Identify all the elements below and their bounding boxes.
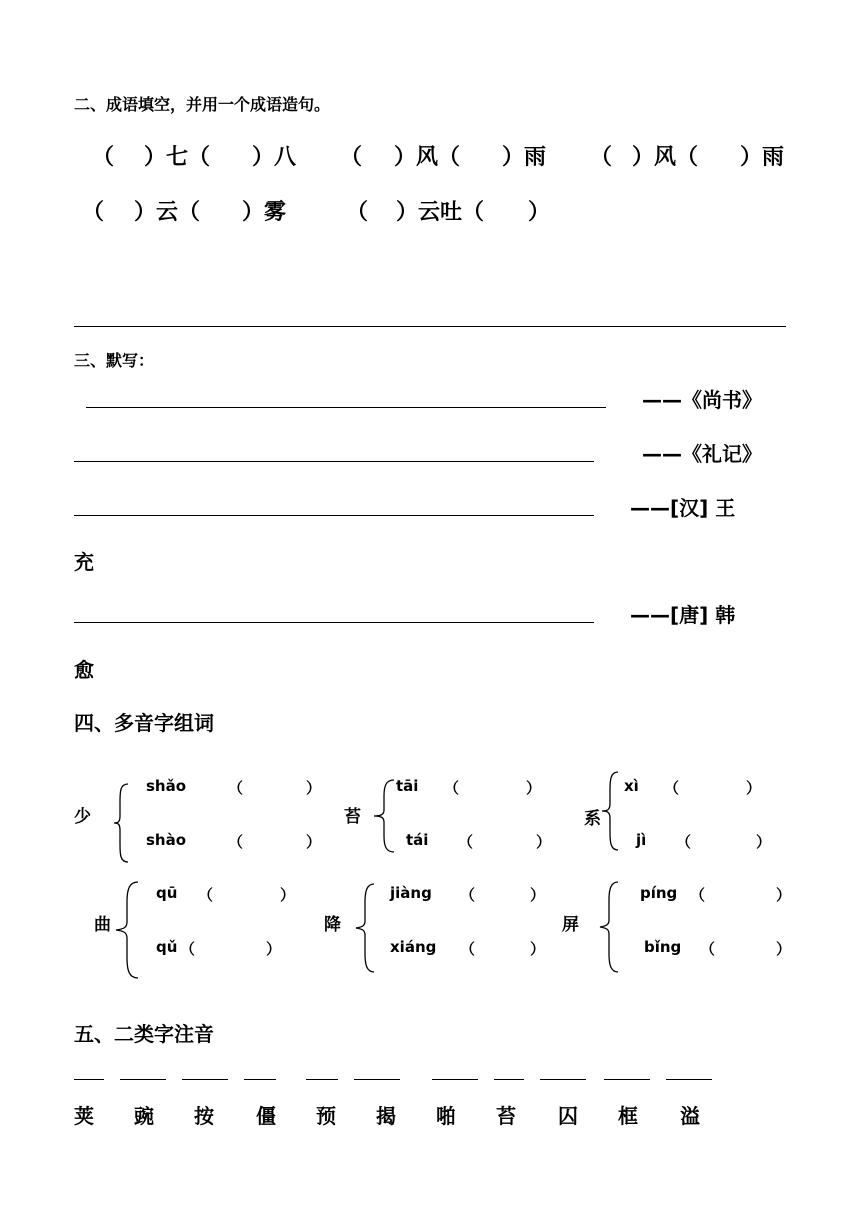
paren-close: ） <box>280 886 296 904</box>
idiom-blank: ）雨 <box>502 145 547 170</box>
paren-open: （ <box>460 940 476 958</box>
pinyin-blank[interactable] <box>604 1079 650 1080</box>
char-item: 豌 <box>134 1104 154 1128</box>
paren-open: （ <box>228 779 244 797</box>
pinyin-blank[interactable] <box>432 1079 478 1080</box>
paren-close: ） <box>776 886 792 904</box>
dictation-line[interactable] <box>74 461 594 462</box>
brace-icon <box>600 770 622 852</box>
paren-open: （ <box>444 779 460 797</box>
paren-open: （ <box>198 886 214 904</box>
source-label: ——[唐] 韩 <box>630 603 736 627</box>
pinyin: píng <box>640 884 678 902</box>
paren-close: ） <box>530 940 546 958</box>
pinyin: qū <box>156 884 178 902</box>
char-item: 僵 <box>256 1104 276 1128</box>
pinyin: tái <box>406 831 429 849</box>
section5-heading: 五、二类字注音 <box>74 1022 214 1046</box>
idiom-blank: （ <box>346 200 369 225</box>
idiom-blank: ）雨 <box>740 145 785 170</box>
pinyin-blank[interactable] <box>74 1079 104 1080</box>
paren-open: （ <box>690 886 706 904</box>
paren-close: ） <box>266 940 282 958</box>
pinyin-blank[interactable] <box>666 1079 712 1080</box>
polyphone-char: 降 <box>324 915 341 935</box>
char-item: 溢 <box>680 1104 700 1128</box>
paren-close: ） <box>746 779 762 797</box>
idiom-blank: （ <box>82 200 105 225</box>
pinyin: jì <box>636 831 647 849</box>
idiom-blank: ）八 <box>252 145 297 170</box>
idiom-blank: ）雾 <box>242 200 287 225</box>
pinyin: xì <box>624 777 639 795</box>
dictation-line[interactable] <box>86 407 606 408</box>
sentence-line[interactable] <box>74 326 786 327</box>
source-label-continued: 愈 <box>74 658 94 682</box>
polyphone-char: 曲 <box>94 915 111 935</box>
char-item: 预 <box>316 1104 336 1128</box>
pinyin: tāi <box>396 777 419 795</box>
paren-close: ） <box>530 886 546 904</box>
paren-open: （ <box>460 886 476 904</box>
pinyin-blank[interactable] <box>494 1079 524 1080</box>
section2-heading: 二、成语填空，并用一个成语造句。 <box>74 95 331 114</box>
pinyin-blank[interactable] <box>354 1079 400 1080</box>
paren-open: （ <box>228 833 244 851</box>
polyphone-char: 系 <box>584 809 601 829</box>
paren-open: （ <box>676 833 692 851</box>
source-label: ——《尚书》 <box>642 388 762 412</box>
dictation-line[interactable] <box>74 515 594 516</box>
idiom-blank: ）云吐（ <box>396 200 485 225</box>
paren-open: （ <box>458 833 474 851</box>
idiom-blank: ）风（ <box>632 145 699 170</box>
pinyin: shǎo <box>146 777 187 795</box>
char-item: 囚 <box>558 1104 578 1128</box>
idiom-blank: （ <box>590 145 613 170</box>
idiom-blank: ）云（ <box>134 200 201 225</box>
source-label-continued: 充 <box>74 550 94 574</box>
pinyin-blank[interactable] <box>182 1079 228 1080</box>
section3-heading: 三、默写： <box>74 351 155 370</box>
dictation-line[interactable] <box>74 622 594 623</box>
pinyin: xiáng <box>390 938 437 956</box>
char-item: 框 <box>618 1104 638 1128</box>
paren-close: ） <box>536 833 552 851</box>
char-item: 啪 <box>436 1104 456 1128</box>
char-item: 荚 <box>74 1104 94 1128</box>
pinyin-blank[interactable] <box>120 1079 166 1080</box>
paren-close: ） <box>526 779 542 797</box>
char-item: 按 <box>194 1104 214 1128</box>
char-item: 揭 <box>376 1104 396 1128</box>
paren-close: ） <box>306 833 322 851</box>
brace-icon <box>112 782 132 864</box>
idiom-blank: ） <box>528 200 551 225</box>
pinyin: jiàng <box>390 884 432 902</box>
idiom-blank: （ <box>92 145 115 170</box>
paren-close: ） <box>776 940 792 958</box>
idiom-blank: （ <box>340 145 363 170</box>
brace-icon <box>372 778 398 854</box>
idiom-blank: ）七（ <box>144 145 211 170</box>
polyphone-char: 屏 <box>562 915 579 935</box>
char-item: 苔 <box>496 1104 516 1128</box>
section4-heading: 四、多音字组词 <box>74 711 214 735</box>
pinyin: shào <box>146 831 187 849</box>
paren-open: （ <box>664 779 680 797</box>
polyphone-char: 少 <box>74 807 91 827</box>
pinyin: qǔ <box>156 938 178 956</box>
brace-icon <box>114 880 142 980</box>
idiom-blank: ）风（ <box>394 145 461 170</box>
pinyin-blank[interactable] <box>306 1079 338 1080</box>
brace-icon <box>598 880 622 974</box>
paren-close: ） <box>306 779 322 797</box>
polyphone-char: 苔 <box>344 807 361 827</box>
paren-open: （ <box>700 940 716 958</box>
paren-open: （ <box>180 940 196 958</box>
pinyin-blank[interactable] <box>244 1079 276 1080</box>
source-label: ——[汉] 王 <box>630 496 736 520</box>
source-label: ——《礼记》 <box>642 442 762 466</box>
pinyin: bǐng <box>644 938 682 956</box>
paren-close: ） <box>756 833 772 851</box>
pinyin-blank[interactable] <box>540 1079 586 1080</box>
brace-icon <box>354 882 378 974</box>
